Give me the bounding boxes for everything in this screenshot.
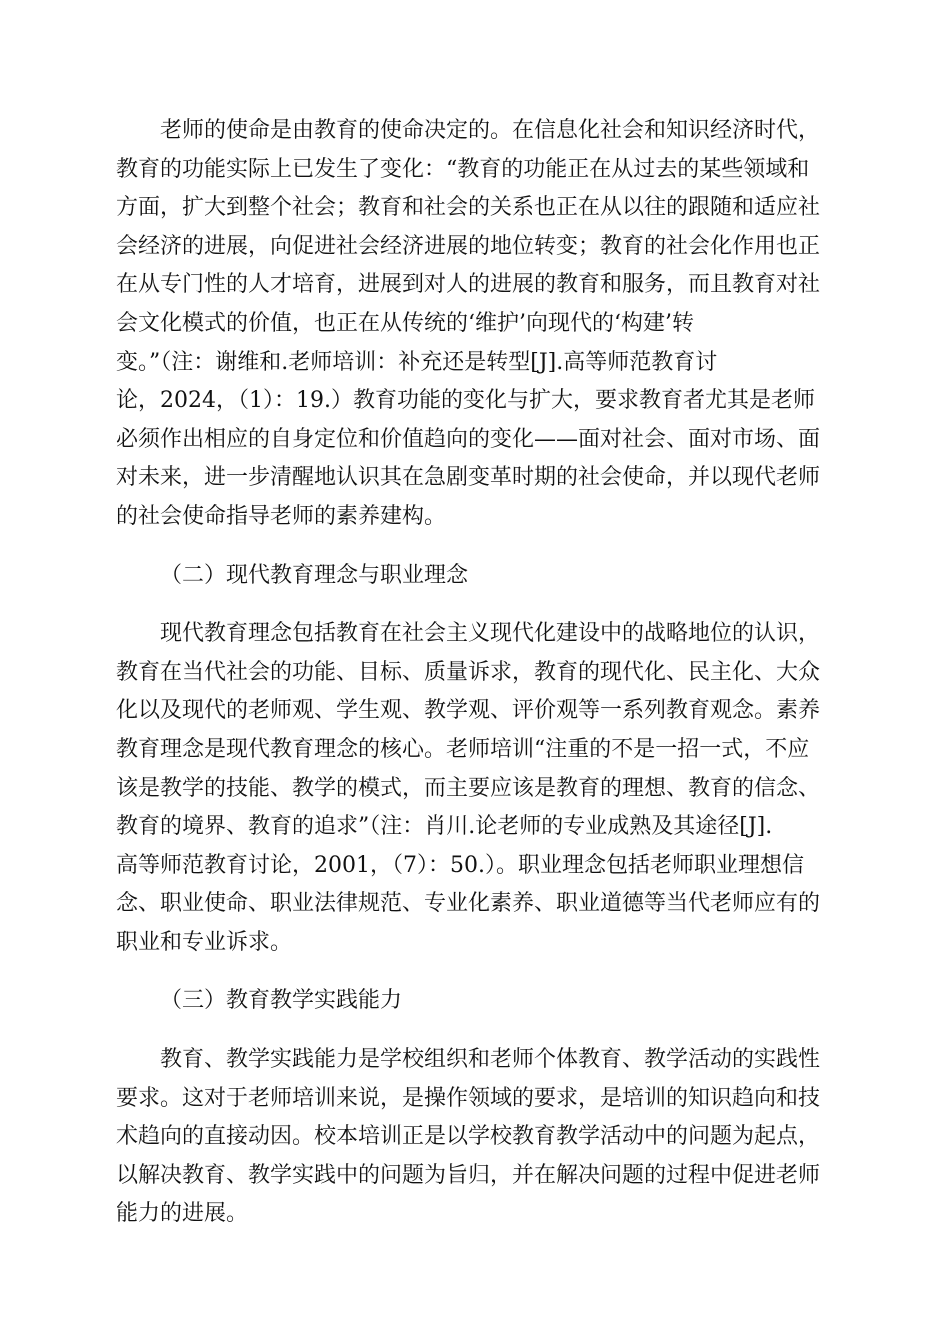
text-line: 以解决教育、教学实践中的问题为旨归，并在解决问题的过程中促进老师 [116, 1162, 821, 1188]
text-line: 教育理念是现代教育理念的核心。老师培训“注重的不是一招一式，不应 [116, 736, 810, 762]
text-line: 教育的境界、教育的追求”（注：肖川.论老师的专业成熟及其途径[J]. [116, 814, 773, 840]
text-line: 教育的功能实际上已发生了变化：“教育的功能正在从过去的某些领域和 [116, 156, 810, 182]
text-line: 必须作出相应的自身定位和价值趋向的变化——面对社会、面对市场、面 [116, 426, 821, 452]
document-page [116, 112, 832, 1234]
text-line: 该是教学的技能、教学的模式，而主要应该是教育的理想、教育的信念、 [116, 775, 821, 801]
text-line: 教育在当代社会的功能、目标、质量诉求，教育的现代化、民主化、大众 [116, 659, 821, 685]
paragraph-practice-ability [116, 1041, 832, 1234]
text-line: 变。”（注：谢维和.老师培训：补充还是转型[J].高等师范教育讨 [116, 349, 718, 375]
text-line: 教育、教学实践能力是学校组织和老师个体教育、教学活动的实践性 [160, 1047, 821, 1073]
text-line: 要求。这对于老师培训来说，是操作领域的要求，是培训的知识趋向和技 [116, 1085, 821, 1111]
paragraph-teacher-mission [116, 112, 832, 537]
text-line: 老师的使命是由教育的使命决定的。在信息化社会和知识经济时代， [160, 118, 821, 143]
text-line: 职业和专业诉求。 [116, 929, 293, 955]
text-line: 术趋向的直接动因。校本培训正是以学校教育教学活动中的问题为起点， [116, 1124, 821, 1150]
text-line: 能力的进展。 [116, 1201, 249, 1227]
text-line: 念、职业使命、职业法律规范、专业化素养、职业道德等当代老师应有的 [116, 891, 821, 917]
text-line: 会经济的进展，向促进社会经济进展的地位转变；教育的社会化作用也正 [116, 233, 821, 259]
text-line: 论，2024，（1）：19.）教育功能的变化与扩大，要求教育者尤其是老师 [116, 388, 815, 414]
section-heading-2: （二）现代教育理念与职业理念 [160, 562, 469, 588]
text-line: 对未来，进一步清醒地认识其在急剧变革时期的社会使命，并以现代老师 [116, 465, 821, 491]
spacer [116, 1021, 832, 1041]
text-line: 在从专门性的人才培育，进展到对人的进展的教育和服务，而且教育对社 [116, 272, 821, 298]
paragraph-education-philosophy [116, 615, 832, 962]
text-line: 现代教育理念包括教育在社会主义现代化建设中的战略地位的认识， [160, 621, 821, 647]
spacer [116, 595, 832, 615]
section-heading-3: （三）教育教学实践能力 [160, 988, 403, 1014]
text-line: 会文化模式的价值，也正在从传统的‘维护’向现代的‘构建’转 [116, 310, 694, 336]
text-line: 高等师范教育讨论，2001，（7）：50.）。职业理念包括老师职业理想信 [116, 852, 804, 878]
text-line: 化以及现代的老师观、学生观、教学观、评价观等一系列教育观念。素养 [116, 698, 821, 724]
spacer [116, 962, 832, 982]
text-line: 方面，扩大到整个社会；教育和社会的关系也正在从以往的跟随和适应社 [116, 195, 821, 221]
text-line: 的社会使命指导老师的素养建构。 [116, 503, 447, 529]
spacer [116, 537, 832, 557]
